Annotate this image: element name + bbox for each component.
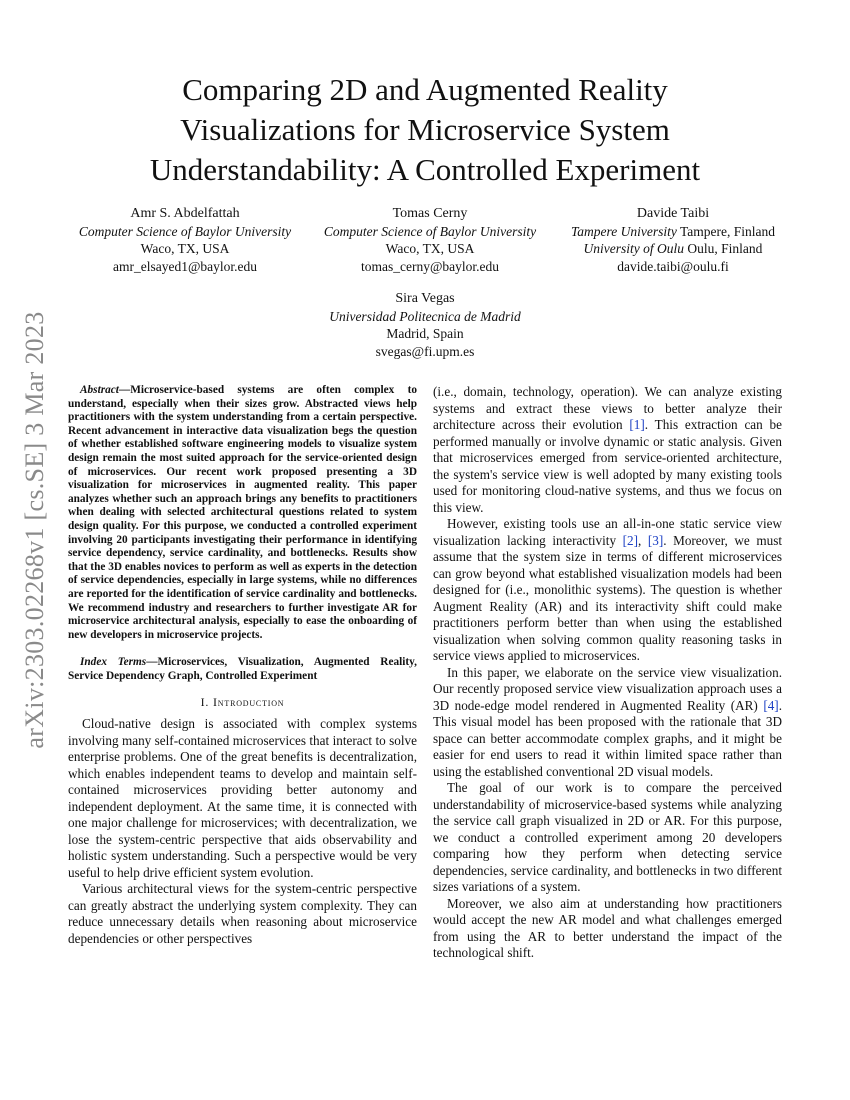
- arxiv-id: arXiv:2303.02268v1 [cs.SE] 3 Mar 2023: [20, 311, 49, 749]
- citation-link[interactable]: [1]: [629, 417, 645, 432]
- author-email: svegas@fi.upm.es: [375, 343, 475, 359]
- paragraph: [433, 665, 782, 781]
- author-affiliation-line: [548, 223, 798, 241]
- paragraph-text: . This visual model has been proposed with the rationale that 3D space can better accommodate complex graphs, and it might be easier for end users to read it within limited space rather than using the established conventional 2D visual models.: [433, 697, 782, 779]
- citation-link[interactable]: [2]: [622, 532, 638, 548]
- index-terms: [68, 656, 417, 683]
- title-line: Understandability: A Controlled Experiment: [149, 152, 701, 187]
- abstract-label: Abstract: [80, 384, 119, 396]
- citation-link[interactable]: [3]: [647, 532, 664, 548]
- paragraph: [433, 384, 782, 516]
- author-name: Sira Vegas: [395, 291, 455, 306]
- paragraph: Moreover, we also aim at understanding how practitioners would accept the new AR model and what challenges emerged from using the AR to better understand the impact of the technological shift.: [433, 895, 782, 960]
- author-email: tomas_cerny@baylor.edu: [360, 258, 500, 274]
- author-location: Oulu, Finland: [684, 241, 763, 256]
- paragraph-text: However, existing tools use an all-in-one static service view visualization lacking interactivity: [433, 516, 782, 548]
- paper-title: [60, 70, 790, 190]
- author-affiliation-line: [548, 240, 798, 258]
- author-email: amr_elsayed1@baylor.edu: [112, 258, 257, 274]
- index-terms-text: —Microservices, Visualization, Augmented Reality, Service Dependency Graph, Controlled Experiment: [68, 656, 417, 682]
- paragraph: Cloud-native design is associated with complex systems involving many self-contained microservices that interact to solve enterprise problems. One of the great benefits is decentralization, which enables independent teams to develop and maintain self-contained microservices providing better autonomy and independent deployment. At the same time, it is connected with one major challenge for microservices; with decentralization, we lose the system-centric perspective that aids observability and holistic system understanding. Such a perspective would be very useful to help drive efficient system evolution.: [68, 716, 417, 880]
- title-line: Comparing 2D and Augmented Reality: [182, 72, 668, 107]
- author-affiliation: Computer Science of Baylor University: [78, 223, 292, 239]
- author-affiliation: Universidad Politecnica de Madrid: [329, 308, 521, 324]
- paragraph: [433, 516, 782, 665]
- author-location: Waco, TX, USA: [140, 241, 230, 256]
- author-name: Davide Taibi: [636, 206, 710, 221]
- paragraph: The goal of our work is to compare the perceived understandability of microservice-based systems while analyzing the service call graph visualized in 2D or AR. For this purpose, we conduct a controlled experiment among 20 developers comparing how they perform when detecting service dependencies, service cardinality, and bottlenecks in two different sizes variations of a system.: [433, 780, 782, 894]
- author-location: Waco, TX, USA: [385, 241, 475, 256]
- paragraph-text: . Moreover, we must assume that the system size in terms of different microservices can grow beyond what established visualization models had been designed for (i.e., monolithic systems). The question is whether Augment Reality (AR) and its interactivity shift could make practitioners perform better than when using the established visualization when solving common quality reasoning tasks in service views applied to microservices.: [433, 532, 782, 663]
- paragraph-text: . This extraction can be performed manually or involve dynamic or static analysis. Given that microservices emerged from service-oriented architecture, the system's service view is well adopted by many existing tools used for monitoring cloud-native systems, and thus we focus on this view.: [433, 417, 782, 515]
- author-name: Amr S. Abdelfattah: [130, 206, 240, 221]
- left-column: [68, 384, 417, 947]
- abstract: [68, 384, 417, 642]
- author-block: [60, 205, 310, 275]
- author-block: [548, 205, 798, 275]
- arxiv-stamp: [10, 290, 60, 770]
- author-affiliation: Tampere University: [570, 223, 677, 239]
- citation-link[interactable]: [4]: [763, 697, 779, 713]
- author-affiliation: Computer Science of Baylor University: [323, 223, 537, 239]
- citation-separator: ,: [637, 532, 648, 548]
- author-block: [305, 205, 555, 275]
- author-name: Tomas Cerny: [392, 206, 468, 221]
- index-terms-label: Index Terms: [80, 656, 147, 669]
- paragraph-text: (i.e., domain, technology, operation). We can analyze existing systems and extract these views to better analyze their architecture across their evolution: [433, 384, 782, 432]
- author-block: [300, 290, 550, 360]
- title-line: Visualizations for Microservice System: [180, 112, 670, 147]
- author-email: davide.taibi@oulu.fi: [617, 258, 729, 274]
- author-affiliation: University of Oulu: [583, 241, 685, 256]
- author-location: Tampere, Finland: [676, 223, 776, 239]
- section-heading: I. Introduction: [200, 695, 285, 710]
- paragraph: Various architectural views for the system-centric perspective can greatly abstract the underlying system complexity. They can reduce unnecessary details when reasoning about microservice dependencies or other perspectives: [68, 881, 417, 946]
- author-location: Madrid, Spain: [386, 326, 464, 341]
- paragraph-text: In this paper, we elaborate on the service view visualization. Our recently proposed service view visualization approach uses a 3D node-edge model rendered in Augmented Reality (AR): [433, 664, 782, 713]
- right-column: [433, 384, 782, 962]
- abstract-text: —Microservice-based systems are often complex to understand, especially when their sizes grow. Abstracted views help practitioners with the system understanding from a certain perspective. Recent advancement in interactive data visualization begs the question of whether established software engineering models to visualize system design remain the most suited approach for the service-oriented design of microservices. Our recent work proposed presenting a 3D visualization for microservices in augmented reality. This paper analyzes whether such an approach brings any benefits to practitioners when dealing with selected architectural questions related to system design quality. For this purpose, we conducted a controlled experiment involving 20 participants investigating their performance in identifying service dependency, service cardinality, and bottlenecks. Results show that the 3D enables novices to perform as well as experts in the detection of service dependencies, especially in large systems, while no differences are reported for the identification of service cardinality and bottlenecks. We recommend industry and researchers to further investigate AR for microservice architectural analysis, especially to ease the onboarding of new developers in microservice projects.: [68, 384, 417, 641]
